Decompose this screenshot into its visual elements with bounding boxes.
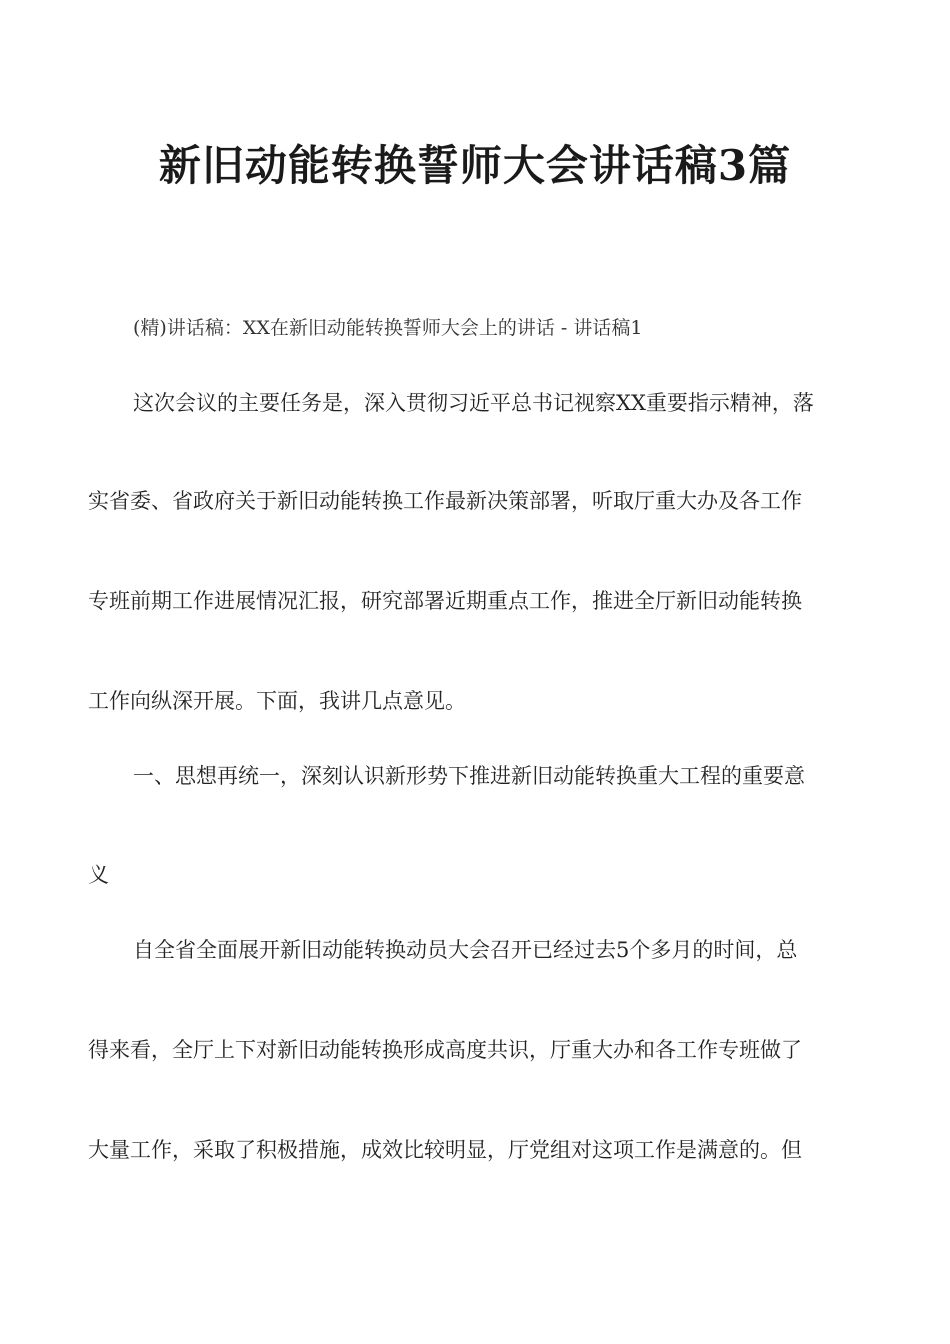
document-title: 新旧动能转换誓师大会讲话稿3篇 <box>158 141 792 190</box>
paragraph-1-line-1: 这次会议的主要任务是，深入贯彻习近平总书记视察XX重要指示精神，落 <box>133 391 814 415</box>
paragraph-1-line-3: 专班前期工作进展情况汇报，研究部署近期重点工作，推进全厅新旧动能转换 <box>88 589 802 613</box>
heading-1-line-1: 一、思想再统一，深刻认识新形势下推进新旧动能转换重大工程的重要意 <box>133 764 805 788</box>
paragraph-2-line-3: 大量工作，采取了积极措施，成效比较明显，厅党组对这项工作是满意的。但 <box>88 1138 802 1162</box>
heading-1-line-2: 义 <box>88 863 109 887</box>
paragraph-2-line-2: 得来看，全厅上下对新旧动能转换形成高度共识，厅重大办和各工作专班做了 <box>88 1038 802 1062</box>
document-subtitle: (精)讲话稿：XX在新旧动能转换誓师大会上的讲话 - 讲话稿1 <box>133 317 643 339</box>
paragraph-1-line-2: 实省委、省政府关于新旧动能转换工作最新决策部署，听取厅重大办及各工作 <box>88 489 802 513</box>
paragraph-2-line-1: 自全省全面展开新旧动能转换动员大会召开已经过去5个多月的时间，总 <box>133 938 798 962</box>
paragraph-1-line-4: 工作向纵深开展。下面，我讲几点意见。 <box>88 689 466 713</box>
